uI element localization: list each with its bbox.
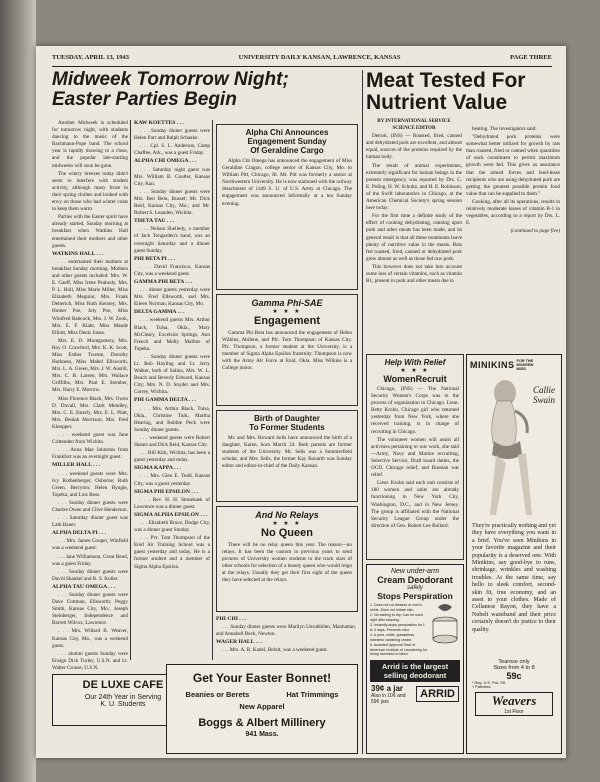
minikins-copy: They're practically nothing and yet they have everything you want in a brief. You've seen Minikins in your favorite magazine and their popularity is a deserved one. With Minikins, say good-bye to runs, shrinkage, wrinkles and washing troubles. At the same time, say hello to sleek comfort, second-skin fit, true economy, and an asset to your clothes. Made of Cellanese Rayon, they have a Nubelt waistband and their price certainly doesn't do justice to their quality. (472, 523, 556, 633)
paragraph: . . . Mrs. Willard B. Weaver, Kansas City, Mo., was a weekend guest. (52, 628, 128, 649)
paragraph: . . . Cpl. S. L. Anderson, Camp Chaffee, Ark., was a guest Friday. (134, 143, 210, 157)
minikins-colors: Tearose only (498, 659, 530, 665)
paragraph: . . . Anna Mae Johnston from Frankfort was an overnight guest. (52, 447, 128, 461)
box-body (222, 542, 352, 600)
easter-item: Hat Trimmings (286, 690, 339, 699)
headline-midweek (52, 70, 362, 110)
weavers-logo: Weavers (491, 693, 537, 708)
paragraph: . . . Sunday dinner guests were David Shankel and R. S. Koller. (52, 568, 128, 582)
paragraph: This however does not take into account some loss of certain vitamins, such as vitamin B1, present in pork and other meats due to (366, 263, 462, 285)
fine-print: * Reg. U.S. Pat. Off. (472, 681, 506, 685)
subhead-delta-gamma: DELTA GAMMA . . . (134, 309, 185, 316)
masthead (52, 54, 552, 67)
box-alpha-chi (216, 124, 358, 290)
fine-print: † Patented. (472, 685, 492, 689)
paragraph: . . . Pvt. Tom Thompson of the Enid Air Training School was a guest yesterday and today. He is a former student and a member of Sigma Alpha Epsilon. (134, 535, 210, 570)
paragraph: The volunteer women will assist all activities pertaining to war work, she said—Army, Navy and Marine recruiting, Selective Service, Draft board duties, the OCD, Chicago relief, and Russian war relief. (371, 436, 459, 479)
subhead-wager-hall: WAGER HALL . . . (216, 639, 263, 646)
paragraph: The wintry breezes today didn't seem to interfere with student activity, although many froze in their spring clothes and looked with envy on those who had winter coats to keep them warm. (52, 170, 128, 213)
box-relief (366, 354, 464, 560)
arrid-band (370, 660, 460, 682)
minikins-tag: FOR THE (516, 359, 534, 363)
arrid-benefit-item: 2. No waiting to dry. Can be used right after shaving. (370, 613, 423, 622)
arrid-benefit-item: 3. Instantly stops perspiration for 1 to 3 days. Prevents odor. (370, 623, 425, 632)
paragraph: Miss Florence Black, Mrs. Owen D. Duvall, Mrs. Clark Mendley, Mrs. C. E. Esterly, Mrs. E. L. Platt, Mrs. Beulah Morrison, Mrs. Fred Kleopper. (52, 395, 128, 430)
box-title: To Former Students (249, 423, 325, 432)
cafe-line: Our 24th Year in Serving (84, 694, 162, 701)
paragraph: . . . Sunday dinner guests were Mrs. Ben Bein, Russel; Mr. Dick Reid, Kansas City, Mo.; and Mr. Robert S. Leanden, Wichita. (134, 188, 210, 217)
subhead-theta-tau: THETA TAU . . . (134, 218, 174, 225)
arrid-band-line: selling deodorant (383, 670, 447, 680)
stars-decoration: ★ ★ ★ (400, 368, 430, 374)
box-birth (216, 410, 358, 502)
paragraph: . . . entertained their mothers at breakfast Sunday morning. Mothers and other guests included: Mrs. W. E. Gaeff, Miss Irene Peabody, Mrs. P. L. Hull, Miss Marie Miller, Miss Elizabeth Meguiar, Mrs. Frank Deiterich, Miss Ruth Kenney, Mrs. Homer Poe, July Poe, Miss Winifred Babcock, Mrs. J. W. Zook, Mrs. E. F. Klahr, Miss Maude Elliott, Miss Denis Jones. (52, 258, 128, 336)
headline-midweek-line2: Easter Parties Begin (52, 88, 237, 110)
paragraph: . . . dinner guests yesterday were Mrs. Fred Ellsworth, and Mrs. Eileen Norman, Kansas City, Mo. (134, 287, 210, 308)
paragraph: . . . Elizabeth Bruce, Dodge City, was a dinner guest Sunday. (134, 519, 210, 534)
headline-meat-line2: Nutrient Value (366, 91, 508, 115)
paragraph: . . . alumni guests Sunday were Ensign Dick Turley, U.S.N. and Lt. Walter Crouse, U.S.N. (52, 650, 128, 670)
box-title: Birth of Daughter (254, 414, 320, 423)
box-body (222, 158, 352, 283)
column-meat-1 (366, 118, 462, 350)
subhead-phi-beta-pi: PHI BETA PI . . . (134, 255, 176, 262)
arrid-top: New under-arm (390, 568, 440, 575)
paragraph: . . . weekend guests were Mrs. Ivy Rothenberger, Osborne; Ruth Green, Berryton; Helen Ryngle, Topeka, and Lois Ross. (52, 470, 128, 498)
subhead-adpi: ALPHA DELTA PI . . . (52, 530, 107, 537)
paragraph: . . . Sunday dinner guests were Marilyn Unruhbilen, Manhattan, and Annabell Beck, Newton. (216, 624, 356, 638)
easter-address: 941 Mass. (245, 731, 279, 738)
subhead-sae: SIGMA ALPHA EPSILON . . . (134, 511, 208, 518)
paragraph: Chicago, (INS) — The National Security Women's Corps was in the process of organization in Chicago. Lieut. Betty Krohn, Chicago girl who returned yesterday from New York, where she received training, is in charge of recruiting in Chicago. (371, 386, 459, 435)
paragraph: Mrs. E. D. Montgomery, Mrs. Roy O. Crawford, Mrs. K. K. Scott, Miss Esther Twente, Dorothy Harkness, Miss Mabel Ellsworth, Mrs. L. A. Green, Mrs. J. W. Austill, Mrs. C. B. Larsen, Mrs. Wallace Griffiths, Mrs. Paul E. Stember, Mrs. Harry E. Morrow. (52, 337, 128, 394)
signature: Callie (533, 385, 555, 395)
paragraph: . . . Saturday night guest was Mrs. William B. Coulter, Kansas City, Kan. (134, 166, 210, 187)
box-title: Gamma Phi-SAE (251, 298, 323, 308)
box-title: Alpha Chi Announces (245, 128, 329, 137)
headline-midweek-line1: Midweek Tomorrow Night; (52, 69, 289, 90)
ad-easter-bonnet (166, 664, 358, 754)
paragraph: . . . Rev. H. H. Stonebaek of Lawrence was a dinner guest. (134, 496, 210, 510)
arrid-jar-image (430, 603, 460, 651)
paragraph: Detroit, (INS) — Roasted, fried, canned and dehydrated pork are excellent, and almost equal, sources of the proteins required by the human body. (366, 133, 462, 161)
paragraph: . . . Mrs. A. R. Kadel, Beloit, was a weekend guest. (222, 647, 329, 654)
arrid-benefits (370, 603, 428, 658)
box-title: And No Relays (255, 510, 319, 520)
stars-decoration: ★ ★ ★ (272, 521, 302, 527)
box-body (222, 435, 352, 497)
paragraph: . . . Nelson Shelledy, a member of Jack Tongarden's band, was an overnight Saturday and a dinner guest Sunday. (134, 226, 210, 254)
paragraph: "Dehydrated pork proteins were somewhat better utilized for growth by rats than roasted, fried or canned when quantities of each constituent to permit maximum growth were fed. This gives us assurance that the armed forces and lend-lease recipients who are using dehydrated pork are getting the greatest possible protein food value that can be supplied to them." (466, 134, 560, 197)
paragraph: . . . Sunday dinner guests were Helen Parr and Ralph Schaake. (134, 128, 210, 142)
subhead-sig-ep: SIGMA PHI EPSILON . . . (134, 488, 199, 495)
box-gamma-phi (216, 294, 358, 406)
continued-note: (continued to page five) (510, 228, 560, 235)
byline: BY INTERNATIONAL SERVICE SCIENCE EDITOR (377, 119, 451, 132)
paragraph: There will be no relay queen this year. The reason—no relays. It has been the custom in previous years to send pictures of University women students to the track stars of other schools for selection of a beauty queen who would reign at the relays. Usually they get their first sight of the queen they have selected at the relays. (222, 542, 352, 584)
box-title: Of Geraldine Cargo (250, 146, 324, 155)
arrid-title: Cream Deodorant (377, 575, 453, 585)
signature: Swain (532, 395, 555, 405)
column-society (134, 120, 210, 660)
paragraph: Gamma Phi Beta has announced the engagement of Helen Wilkins, Abilene, and Pfc. Tom Thompson of Kansas City. Pfc. Thompson, a former student at the University, is a member of Sigma Alpha Epsilon fraternity. Thompson is now with the Army Air Force at Enid, Okla. Miss Wilkins is a College junior. (222, 330, 352, 372)
paragraph: . . . Saturday dinner guest was Lath Bauer. (52, 515, 128, 529)
arrid-price: 39¢ a jar (371, 683, 404, 693)
easter-item: Beanies or Berets (185, 690, 250, 699)
box-relays (216, 506, 358, 612)
cafe-sub: K. U. Students (100, 701, 146, 708)
column-greek-notes (216, 616, 356, 660)
paragraph: The result of animal experiments, extremely significant for human beings in the present emergency, was reported by Drs. C. E. Poling, H. W. Schultz, and H. E. Robinson, of the Swift laboratories in Chicago, at the American Chemical Society's spring session here today. (366, 162, 462, 212)
easter-item: New Apparel (239, 702, 285, 711)
paragraph: Lieut. Krohn said each unit consists of 180 women and units are already functioning in New York City, Washington, D.C., and in New Jersey. The group is affiliated with the National Security League Group under the direction of Gen. Robert Lee Bullard. (371, 480, 459, 529)
paragraph: Mr. and Mrs. Howard Sells have announced the birth of a daughter, Karen, born March 24. Both parents are former students of the University. Mr. Sells was a Summerfield scholar, and Mrs. Sells, the former Kay Bonarth was Sunday editor and editor-in-chief of the Daily Kansan. (222, 435, 352, 470)
cafe-name: DE LUXE CAFE (82, 679, 164, 691)
minikins-sizes: Sizes from 4 to 8 (493, 665, 535, 671)
paragraph: For the first time a definite study of the effect of cooking dehydrating, canning upon pork and other meats has been made, and its general result is that all these treatments leave plenty of nutritive value in the meats. Rats fed roasted, fried, canned or dehydrated pork grew almost as well as those fed raw pork. (366, 213, 462, 262)
newspaper-page (36, 46, 566, 758)
binding-edge (0, 0, 36, 782)
box-title: Engagement (253, 315, 320, 327)
easter-store: Boggs & Albert Millinery (198, 717, 326, 729)
subhead-ato: ALPHA TAU OMEGA . . . (52, 583, 116, 590)
paragraph: Another Midweek is scheduled for tomorrow night, with students dancing to the music of the Bachmann-Pope band. The school year is rapidly drawing to a close, and the popular late-starting midweeks will soon be gone. (52, 120, 128, 169)
arrid-benefit-item: 1. Does not rot dresses or men's shirts. Does not irritate skin. (370, 603, 422, 612)
arrid-benefit-item: 4. A pure, white, greaseless, stainless vanishing cream. (370, 633, 415, 642)
column-rule (212, 120, 213, 660)
minikins-logo: MINIKINS (470, 360, 515, 370)
arrid-logo: ARRID (416, 686, 459, 702)
masthead-page: PAGE THREE (510, 54, 552, 61)
paragraph: Cooking, after all its operations, results in relatively moderate losses of vitamin B-1 in vegetables, according to a report by Drs. L. E. (466, 198, 560, 227)
subhead-phi-gamma: PHI GAMMA DELTA . . . (134, 397, 196, 404)
box-title: Engagement Sunday (247, 137, 327, 146)
paragraph: Parties with the Easter spirit have already started, Sunday morning at breakfast when Watkins Hall entertained their mothers and other guests. (52, 214, 128, 249)
arrid-also: Also in 10¢ and 59¢ jars (371, 692, 406, 705)
subhead-sigma-kappa: SIGMA KAPPA . . . (134, 465, 181, 472)
ad-weavers-minikins (466, 354, 562, 754)
column-rule (130, 120, 131, 660)
model-photo (467, 371, 561, 521)
subhead-alpha-chi: ALPHA CHI OMEGA . . . (134, 158, 197, 165)
paragraph: . . . Sunday dinner guests were Dave Cottman, Ellsworth; Peggy Smith, Kansas City, Mo.; Joseph Steinberger, Independence and Barrett Wilcox, Lawrence. (52, 592, 128, 627)
headline-meat (366, 70, 566, 114)
box-body (222, 330, 352, 394)
box-body (371, 386, 459, 546)
paragraph: . . . Jane Williamson, Great Bend, was a guest Friday. (52, 553, 128, 567)
subhead-phi-chi: PHI CHI . . . (216, 616, 247, 622)
weavers-floor: 1st Floor (504, 709, 524, 715)
paragraph: . . . Sunday dinner guests were Lt. Bob Hayling and Lt. Jerry Walker, both of Salina, Mrs. W. L. Beach and Beverly Edward, Kansas City; Mrs. N. D. Snyder and Mrs. Correy, Wichita. (134, 353, 210, 396)
paragraph: . . . Mrs. Arthur Black, Tulsa, Okla., Christine Turk, Martha Hearing, and Bobbie Peck were Sunday dinner guests. (134, 405, 210, 433)
paragraph: . . . weekend guests Mrs. Arthur Black, Tulsa, Okla., Mary McCleary, Excelsior Springs, Ann French and Molly Mallins of Topeka. (134, 317, 210, 352)
paragraph: Alpha Chi Omega has announced the engagement of Miss Geraldine Cragun, college senior of Kansas City, Mo. to William Pitt, Chicago, Ill. Mr. Pitt was formerly a senior at Northwestern University. He is now stationed with the railway detachment of 1449 S. U. of U.S. Army at Chicago. The engagement was announced informally at a tea Sunday evening. (222, 158, 352, 207)
subhead-gamma-phi: GAMMA PHI BETA . . . (134, 278, 193, 285)
paragraph: . . . Sunday dinner guests were Charles Owen and Clive Henderson. (52, 499, 128, 513)
minikins-tag: MISS (516, 367, 526, 371)
minikins-price: 59c (506, 671, 522, 681)
paragraph: . . . Bill Kirk, Wichita, has been a guest yesterday and today. (134, 450, 210, 464)
paragraph: . . . weekend guest was Jane Crittenden from Wichita. (52, 432, 128, 446)
headline-meat-line1: Meat Tested For (366, 69, 526, 92)
paragraph: . . . weekend guests were Robert Shears and Dick Reid, Kansas City. (134, 434, 210, 449)
column-midweek (52, 120, 128, 670)
easter-title: Get Your Easter Bonnet! (192, 671, 332, 685)
box-title: WomenRecruit (383, 374, 447, 384)
box-title: No Queen (261, 527, 313, 539)
paragraph: . . . Mrs. Glen E. Todd, Kansas City, was a guest yesterday. (134, 473, 210, 487)
subhead-miller: MILLER HALL . . . (52, 462, 101, 469)
minikins-tag: MODERN (516, 363, 534, 367)
box-title: Help With Relief (384, 358, 446, 367)
paragraph: . . . David Francisco, Kansas City, was a weekend guest. (134, 263, 210, 277)
subhead-kaw-koettes: KAW KOETTES . . . (134, 120, 184, 126)
arrid-mid: safely (407, 585, 423, 591)
arrid-title: Stops Perspiration (377, 591, 453, 601)
column-rule (362, 70, 363, 754)
paragraph: heating. The investigators said: (472, 126, 537, 132)
masthead-paper: UNIVERSITY DAILY KANSAN, LAWRENCE, KANSAS (238, 54, 401, 61)
subhead-watkins: WATKINS HALL . . . (52, 250, 104, 257)
arrid-band-line: Arrid is the largest (381, 661, 449, 671)
ad-arrid (366, 564, 464, 754)
paragraph: . . . Mrs. James Cooper, Winfield was a weekend guest. (52, 538, 128, 552)
arrid-benefit-item: 5. Awarded Approval Seal of American Institute of Laundering for being harmless to fabric. (370, 643, 427, 656)
stars-decoration: ★ ★ ★ (272, 309, 302, 315)
column-meat-2 (466, 126, 560, 350)
masthead-date: TUESDAY, APRIL 13, 1943 (52, 54, 130, 61)
